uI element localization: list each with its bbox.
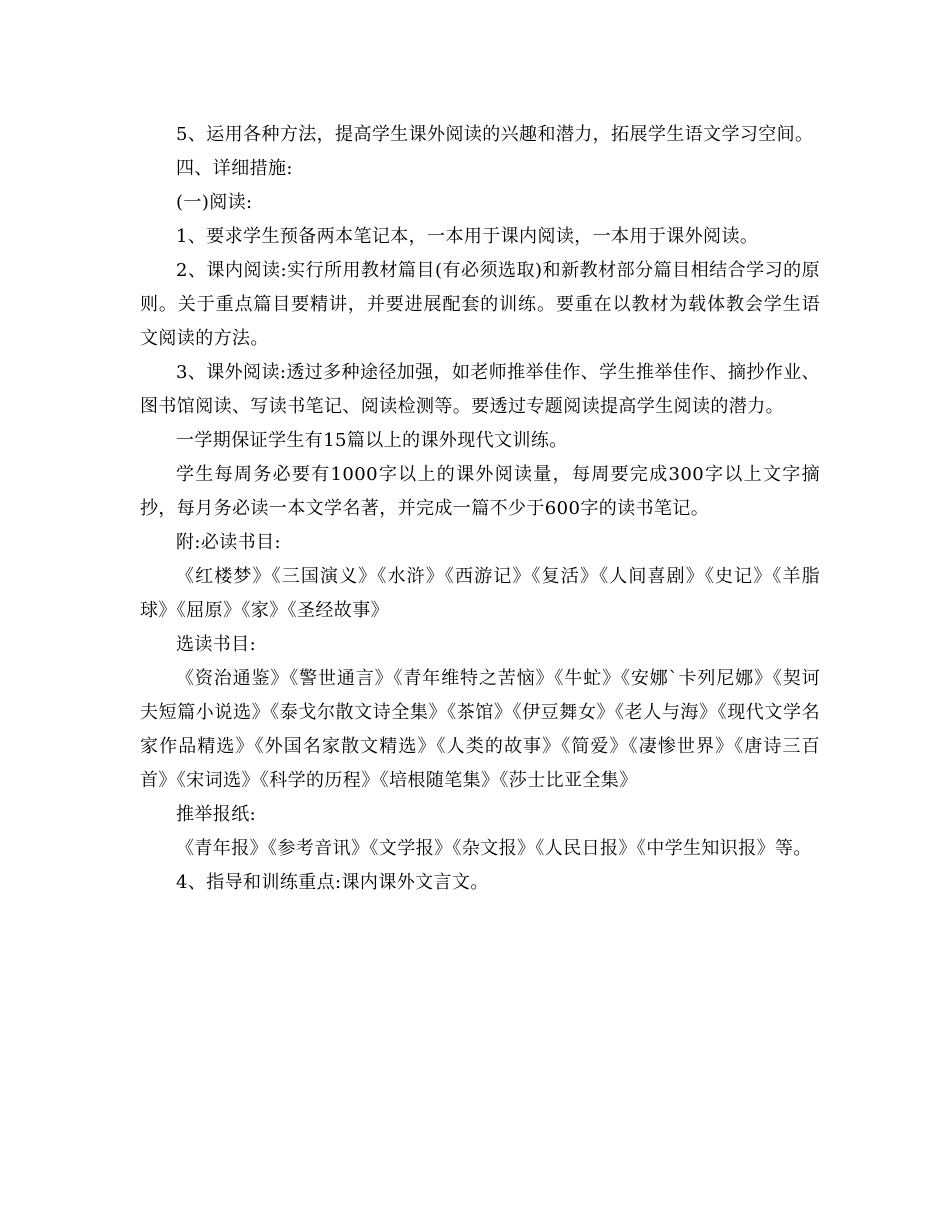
list-optional-books: 《资治通鉴》《警世通言》《青年维特之苦恼》《牛虻》《安娜`卡列尼娜》《契诃夫短篇小说选》《泰戈尔散文诗全集》《茶馆》《伊豆舞女》《老人与海》《现代文学名家作品精选》《外国名家散文精选》《人类的故事》《简爱》《凄惨世界》《唐诗三百首》《宋词选》《科学的历程》《培根随笔集》《莎士比亚全集》 [140,668,820,791]
paragraph-weekly-requirement: 学生每周务必要有1000字以上的课外阅读量，每周要完成300字以上文字摘抄，每月务必读一本文学名著，并完成一篇不少于600字的读书笔记。 [140,464,820,519]
paragraph-semester-requirement: 一学期保证学生有15篇以上的课外现代文训练。 [176,430,568,451]
section-heading-measures: 四、详细措施: [176,158,293,179]
paragraph-item-2-inclass-reading: 2、课内阅读:实行所用教材篇目(有必须选取)和新教材部分篇目相结合学习的原则。关于重点篇目要精讲，并要进展配套的训练。要重在以教材为载体教会学生语文阅读的方法。 [140,260,820,349]
paragraph-item-3-extracurricular-reading: 3、课外阅读:透过多种途径加强，如老师推举佳作、学生推举佳作、摘抄作业、图书馆阅读、写读书笔记、阅读检测等。要透过专题阅读提高学生阅读的潜力。 [140,362,820,417]
heading-required-books: 附:必读书目: [176,532,281,553]
paragraph-item-1-notebooks: 1、要求学生预备两本笔记本，一本用于课内阅读，一本用于课外阅读。 [176,226,759,247]
subsection-heading-reading: (一)阅读: [176,192,253,213]
heading-recommended-newspapers: 推举报纸: [176,804,257,825]
heading-optional-books: 选读书目: [176,634,257,655]
paragraph-item-5-goal: 5、运用各种方法，提高学生课外阅读的兴趣和潜力，拓展学生语文学习空间。 [176,124,814,145]
document-page [140,118,820,900]
list-recommended-newspapers: 《青年报》《参考音讯》《文学报》《杂文报》《人民日报》《中学生知识报》等。 [176,838,812,859]
list-required-books: 《红楼梦》《三国演义》《水浒》《西游记》《复活》《人间喜剧》《史记》《羊脂球》《屈原》《家》《圣经故事》 [140,566,820,621]
paragraph-item-4-focus: 4、指导和训练重点:课内课外文言文。 [176,872,489,893]
